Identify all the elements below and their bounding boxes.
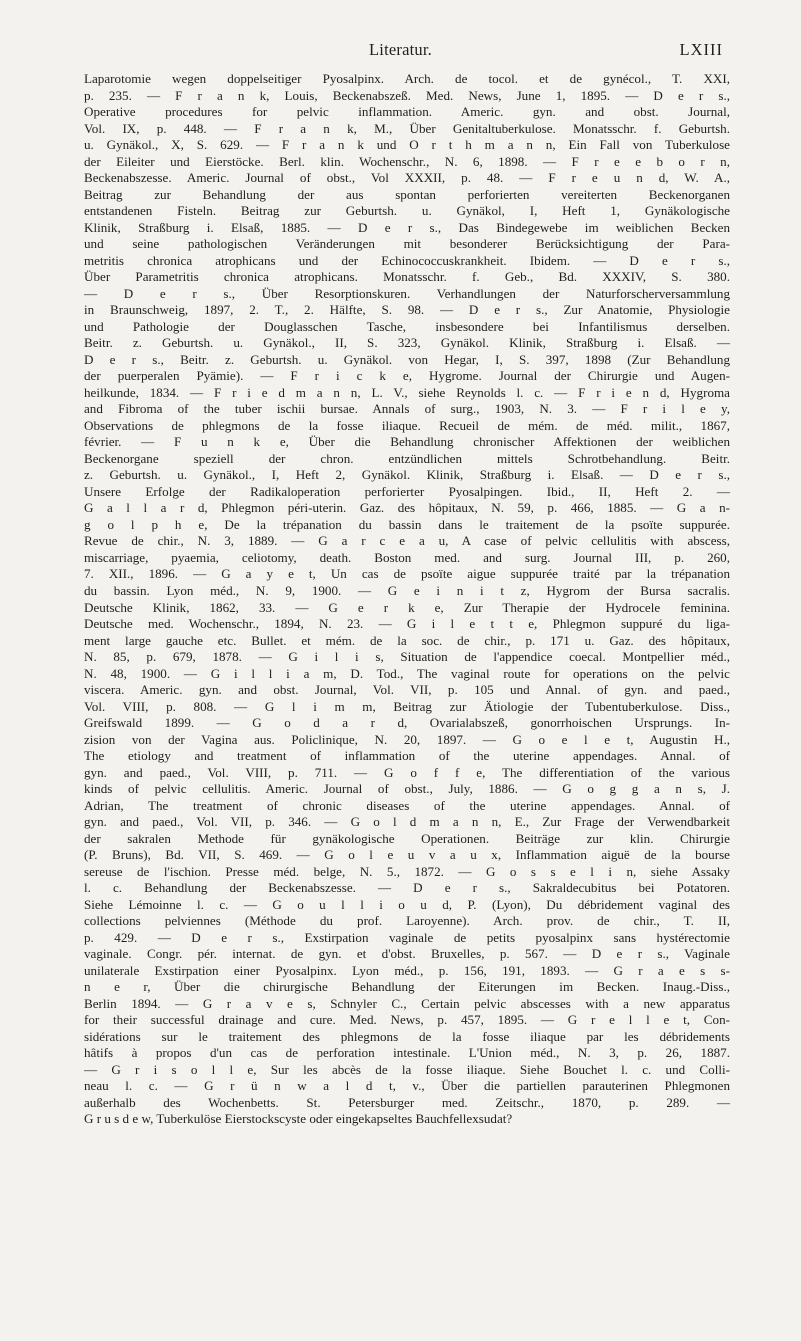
text-line: Vol. IX, p. 448. — F r a n k, M., Über Genitaltuberkulose. Monatsschr. f. Geburtsh.	[84, 120, 730, 136]
text-line: heilkunde, 1834. — F r i e d m a n n, L. V., siehe Reynolds l. c. — F r i e n d, Hygroma	[84, 384, 730, 400]
text-line: p. 235. — F r a n k, Louis, Beckenabszeß. Med. News, June 1, 1895. — D e r s.,	[84, 87, 730, 103]
text-line: Greifswald 1899. — G o d a r d, Ovarialabszeß, gonorrhoischen Ursprungs. In-	[84, 715, 730, 731]
text-line: außerhalb des Wochenbetts. St. Petersburger med. Zeitschr., 1870, p. 289. —	[84, 1094, 730, 1110]
text-line: 7. XII., 1896. — G a y e t, Un cas de psoïte aigue suppurée traité par la trépanation	[84, 566, 730, 582]
text-line: Operative procedures for pelvic inflammation. Americ. gyn. and obst. Journal,	[84, 104, 730, 120]
text-line: du bassin. Lyon méd., N. 9, 1900. — G e i n i t z, Hygrom der Bursa sacralis.	[84, 582, 730, 598]
text-line: Beckenorgane speziell der chron. entzündlichen mittels Schrotbehandlung. Beitr.	[84, 450, 730, 466]
text-line: février. — F u n k e, Über die Behandlung chronischer Affektionen der weiblichen	[84, 434, 730, 450]
text-line: vaginale. Congr. pér. internat. de gyn. et d'obst. Bruxelles, p. 567. — D e r s., Vaginale	[84, 946, 730, 962]
text-line: n e r, Über die chirurgische Behandlung der Eiterungen im Becken. Inaug.-Diss.,	[84, 979, 730, 995]
text-line: D e r s., Beitr. z. Geburtsh. u. Gynäkol. von Hegar, I, S. 397, 1898 (Zur Behandlung	[84, 351, 730, 367]
text-line: The etiology and treatment of inflammation of the uterine appendages. Annal. of	[84, 748, 730, 764]
text-line: sidérations sur le traitement des phlegmons de la fosse iliaque par les débridements	[84, 1028, 730, 1044]
text-line: Adrian, The treatment of chronic diseases of the uterine appendages. Annal. of	[84, 797, 730, 813]
text-line: u. Gynäkol., X, S. 629. — F r a n k und O r t h m a n n, Ein Fall von Tuberkulose	[84, 137, 730, 153]
text-line: zision von der Vagina aus. Policlinique, N. 20, 1897. — G o e l e t, Augustin H.,	[84, 731, 730, 747]
text-line: — G r i s o l l e, Sur les abcès de la fosse iliaque. Siehe Bouchet l. c. und Colli-	[84, 1061, 730, 1077]
text-line: (P. Bruns), Bd. VII, S. 469. — G o l e u v a u x, Inflammation aiguë de la bourse	[84, 847, 730, 863]
text-line: neau l. c. — G r ü n w a l d t, v., Über die partiellen parauterinen Phlegmonen	[84, 1078, 730, 1094]
text-line: Observations de phlegmons de la fosse iliaque. Recueil de mém. de méd. milit., 1867,	[84, 417, 730, 433]
text-line: gyn. and paed., Vol. VIII, p. 711. — G o f f e, The differentiation of the various	[84, 764, 730, 780]
text-line: Beitr. z. Geburtsh. u. Gynäkol., II, S. 323, Gynäkol. Klinik, Straßburg i. Elsaß. —	[84, 335, 730, 351]
running-header-title: Literatur.	[369, 40, 432, 59]
page-number: LXIII	[679, 40, 723, 59]
text-line: Vol. VIII, p. 808. — G l i m m, Beitrag zur Ätiologie der Tubentuberkulose. Diss.,	[84, 698, 730, 714]
text-line: ment large gauche etc. Bullet. et mém. de la soc. de chir., p. 171 u. Gaz. des hôpitaux,	[84, 632, 730, 648]
text-line: miscarriage, pyaemia, celiotomy, death. Boston med. and surg. Journal III, p. 260,	[84, 549, 730, 565]
text-line: sereuse de l'ischion. Presse méd. belge, N. 5., 1872. — G o s s e l i n, siehe Assaky	[84, 863, 730, 879]
text-line: kinds of pelvic cellulitis. Americ. Journal of obst., July, 1886. — G o g g a n s, J.	[84, 781, 730, 797]
text-line: G r u s d e w, Tuberkulöse Eierstockscyste oder eingekapseltes Bauchfellexsudat?	[84, 1111, 513, 1127]
text-line: Beckenabszesse. Americ. Journal of obst., Vol XXXII, p. 48. — F r e u n d, W. A.,	[84, 170, 730, 186]
text-line: der puerperalen Pyämie). — F r i c k e, Hygrome. Journal der Chirurgie und Augen-	[84, 368, 730, 384]
text-line: der sakralen Methode für gynäkologische Operationen. Beiträge zur klin. Chirurgie	[84, 830, 730, 846]
text-line: der Eileiter und Eierstöcke. Berl. klin. Wochenschr., N. 6, 1898. — F r e e b o r n,	[84, 153, 730, 169]
text-line: hâtifs à propos d'un cas de perforation intestinale. L'Union méd., N. 3, p. 26, 1887.	[84, 1045, 730, 1061]
text-line: Deutsche med. Wochenschr., 1894, N. 23. — G i l e t t e, Phlegmon suppuré du liga-	[84, 616, 730, 632]
text-line: — D e r s., Über Resorptionskuren. Verhandlungen der Naturforscherversammlung	[84, 285, 730, 301]
text-line: Unsere Erfolge der Radikaloperation perforierter Pyosalpingen. Ibid., II, Heft 2. —	[84, 483, 730, 499]
text-line: Revue de chir., N. 3, 1889. — G a r c e a u, A case of pelvic cellulitis with abscess,	[84, 533, 730, 549]
text-line: Beitrag zur Behandlung der aus spontan perforierten vereiterten Beckenorganen	[84, 186, 730, 202]
text-line: viscera. Americ. gyn. and obst. Journal, Vol. VII, p. 105 und Annal. of gyn. and paed.,	[84, 682, 730, 698]
text-line: z. Geburtsh. u. Gynäkol., I, Heft 2, Gynäkol. Klinik, Straßburg i. Elsaß. — D e r s.,	[84, 467, 730, 483]
text-line: entstandenen Fisteln. Beitrag zur Geburtsh. u. Gynäkol, I, Heft 1, Gynäkologische	[84, 203, 730, 219]
text-line: Über Parametritis chronica atrophicans. Monatsschr. f. Geb., Bd. XXXIV, S. 380.	[84, 269, 730, 285]
text-line: p. 429. — D e r s., Exstirpation vaginale de petits pyosalpinx sans hystérectomie	[84, 929, 730, 945]
text-line: Siehe Lémoinne l. c. — G o u l l i o u d, P. (Lyon), Du débridement vaginal des	[84, 896, 730, 912]
text-line: collections pelviennes (Méthode du prof. Laroyenne). Arch. prov. de chir., T. II,	[84, 913, 730, 929]
text-line: Laparotomie wegen doppelseitiger Pyosalpinx. Arch. de tocol. et de gynécol., T. XXI,	[84, 71, 730, 86]
text-line: und Pathologie der Douglasschen Tasche, insbesondere bei Infantilismus derselben.	[84, 318, 730, 334]
text-line: Deutsche Klinik, 1862, 33. — G e r k e, Zur Therapie der Hydrocele feminina.	[84, 599, 730, 615]
text-line: Berlin 1894. — G r a v e s, Schnyler C., Certain pelvic abscesses with a new apparatus	[84, 995, 730, 1011]
text-line: metritis chronica atrophicans und der Echinococcuskrankheit. Ibidem. — D e r s.,	[84, 252, 730, 268]
text-line: g o l p h e, De la trépanation du bassin dans le traitement de la psoïte suppurée.	[84, 516, 730, 532]
text-line: gyn. and paed., Vol. VII, p. 346. — G o l d m a n n, E., Zur Frage der Verwendbarkeit	[84, 814, 730, 830]
text-line: unilaterale Exstirpation einer Pyosalpinx. Lyon méd., p. 156, 191, 1893. — G r a e s s-	[84, 962, 730, 978]
text-line: and Fibroma of the tuber ischii bursae. Annals of surg., 1903, N. 3. — F r i l e y,	[84, 401, 730, 417]
text-line: N. 85, p. 679, 1878. — G i l i s, Situation de l'appendice coecal. Montpellier méd.,	[84, 649, 730, 665]
text-line: in Braunschweig, 1897, 2. T., 2. Hälfte, S. 98. — D e r s., Zur Anatomie, Physiologie	[84, 302, 730, 318]
text-line: und seine pathologischen Veränderungen mit besonderer Berücksichtigung der Para-	[84, 236, 730, 252]
text-line: l. c. Behandlung der Beckenabszesse. — D e r s., Sakraldecubitus bei Potatoren.	[84, 880, 730, 896]
text-line: G a l l a r d, Phlegmon péri-uterin. Gaz. des hôpitaux, N. 59, p. 466, 1885. — G a n-	[84, 500, 730, 516]
text-line: N. 48, 1900. — G i l l i a m, D. Tod., The vaginal route for operations on the pelvic	[84, 665, 730, 681]
bibliography-text	[84, 71, 730, 1128]
text-line: for their successful drainage and cure. Med. News, p. 457, 1895. — G r e l l e t, Con-	[84, 1012, 730, 1028]
text-line: Klinik, Straßburg i. Elsaß, 1885. — D e r s., Das Bindegewebe im weiblichen Becken	[84, 219, 730, 235]
